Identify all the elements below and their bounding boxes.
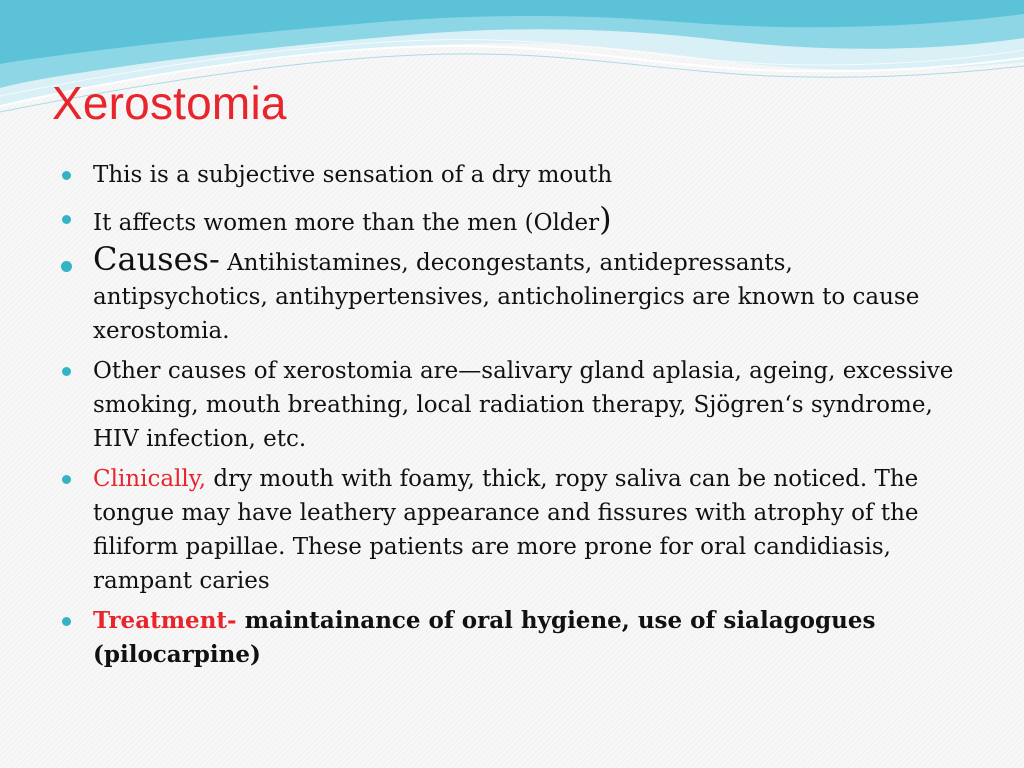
slide-title: Xerostomia xyxy=(52,77,287,129)
bullet-dot-icon xyxy=(62,215,71,224)
bullet-item-causes xyxy=(60,242,960,348)
bullet-item-affects xyxy=(60,202,960,240)
bullet-text: Antihistamines, decongestants, antidepressants, antipsychotics, antihypertensives, anticholinergics are known to cause xerostomia. xyxy=(93,250,920,344)
bullet-text: It affects women more than the men (Older xyxy=(93,210,600,236)
bullet-dot-icon xyxy=(62,475,71,484)
bullet-text: maintainance of oral hygiene, use of sialagogues (pilocarpine) xyxy=(93,607,876,668)
bullet-item-treatment xyxy=(60,604,960,672)
bullet-lead: Causes- xyxy=(93,240,220,278)
bullet-item-other-causes xyxy=(60,354,960,456)
bullet-lead: Clinically, xyxy=(93,466,207,492)
bullet-dot-icon xyxy=(62,171,71,180)
bullet-text: Other causes of xerostomia are—salivary gland aplasia, ageing, excessive smoking, mouth breathing, local radiation therapy, Sjögren‘s syndrome, HIV infection, etc. xyxy=(93,358,954,452)
bullet-item-clinically xyxy=(60,462,960,598)
bullet-dot-icon xyxy=(62,617,71,626)
bullet-item-definition xyxy=(60,158,960,192)
bullet-text: This is a subjective sensation of a dry mouth xyxy=(93,162,613,188)
bullet-text: dry mouth with foamy, thick, ropy saliva can be noticed. The tongue may have leathery appearance and fissures with atrophy of the filiform papillae. These patients are more prone for oral candidiasis, rampant caries xyxy=(93,466,919,594)
bullet-closing-paren: ) xyxy=(599,200,612,238)
bullet-list xyxy=(60,158,960,678)
bullet-lead: Treatment- xyxy=(93,607,237,634)
bullet-dot-icon xyxy=(62,367,71,376)
bullet-dot-icon xyxy=(61,261,72,272)
